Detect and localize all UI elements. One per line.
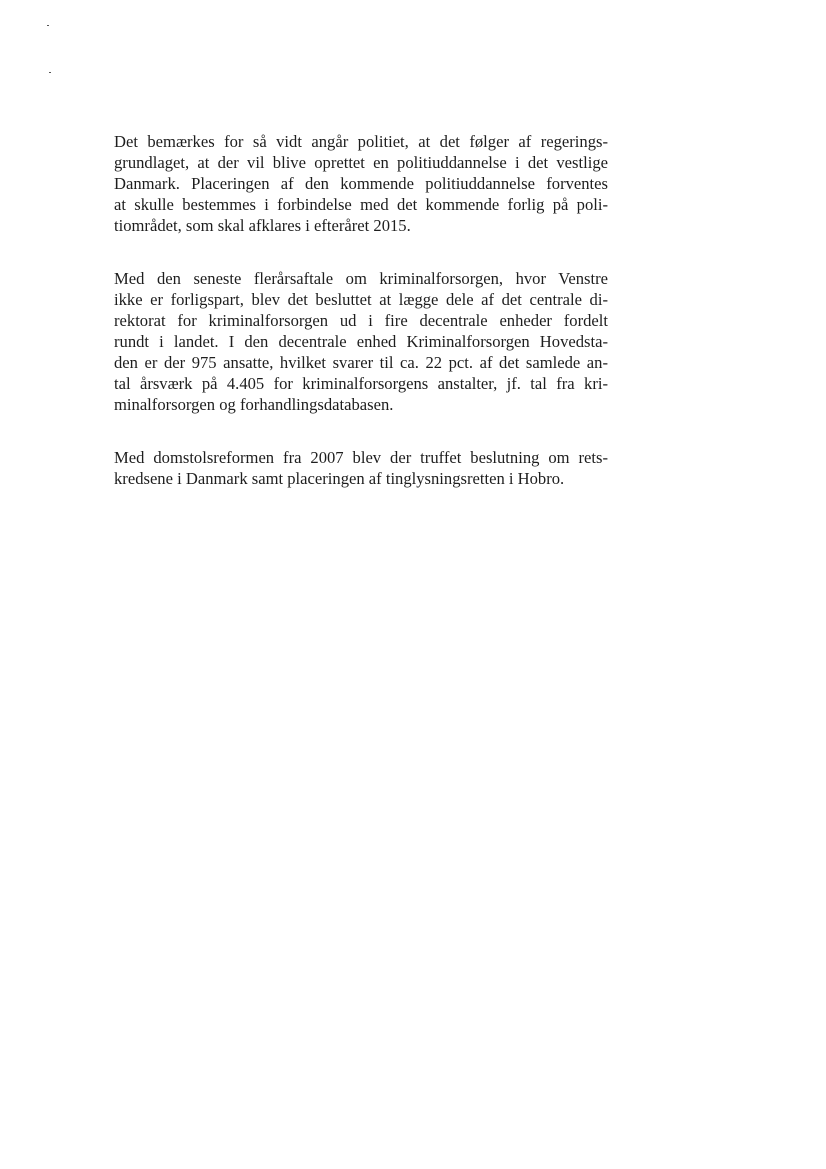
- text-line: den er der 975 ansatte, hvilket svarer til ca. 22 pct. af det samlede an-: [114, 353, 608, 372]
- text-line: rundt i landet. I den decentrale enhed Kriminalforsorgen Hovedsta-: [114, 332, 608, 351]
- text-line: tal årsværk på 4.405 for kriminalforsorgens anstalter, jf. tal fra kri-: [114, 374, 608, 393]
- text-line: Danmark. Placeringen af den kommende politiuddannelse forventes: [114, 174, 608, 193]
- text-line: Med domstolsreformen fra 2007 blev der truffet beslutning om rets-: [114, 448, 608, 467]
- text-line: at skulle bestemmes i forbindelse med det kommende forlig på poli-: [114, 195, 608, 214]
- text-line: tiområdet, som skal afklares i efteråret 2015.: [114, 216, 411, 235]
- paragraph-kriminalforsorgen: [114, 268, 608, 415]
- text-line: Det bemærkes for så vidt angår politiet, at det følger af regerings-: [114, 132, 608, 151]
- scan-speck: [47, 25, 49, 26]
- text-line: Med den seneste flerårsaftale om kriminalforsorgen, hvor Venstre: [114, 269, 608, 288]
- paragraph-police-education: [114, 131, 608, 236]
- text-line: minalforsorgen og forhandlingsdatabasen.: [114, 395, 394, 414]
- text-line: kredsene i Danmark samt placeringen af tinglysningsretten i Hobro.: [114, 469, 565, 488]
- text-line: rektorat for kriminalforsorgen ud i fire decentrale enheder fordelt: [114, 311, 608, 330]
- document-body: [114, 131, 608, 521]
- scan-speck: [49, 72, 51, 73]
- text-line: grundlaget, at der vil blive oprettet en politiuddannelse i det vestlige: [114, 153, 608, 172]
- text-line: ikke er forligspart, blev det besluttet at lægge dele af det centrale di-: [114, 290, 608, 309]
- paragraph-domstolsreformen: [114, 447, 608, 489]
